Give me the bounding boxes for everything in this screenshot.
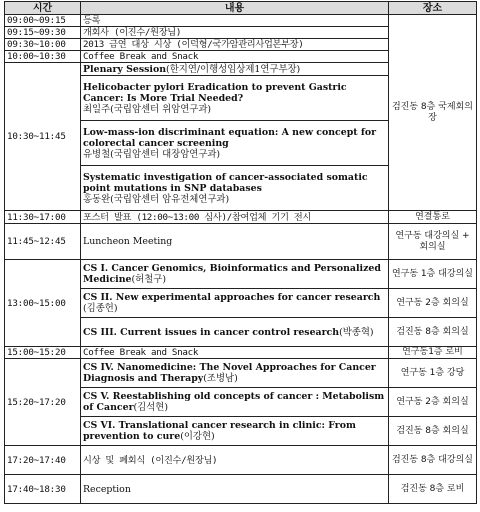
content-cell: 개회사 (이진수/원장님) bbox=[81, 27, 389, 39]
venue-cell: 연구동 대강의실 + 회의실 bbox=[389, 224, 477, 260]
session-cell bbox=[81, 289, 389, 318]
venue-cell: 연구동1층 로비 bbox=[389, 347, 477, 359]
content-cell: 시상 및 폐회식 (이진수/원장님) bbox=[81, 446, 389, 475]
session-chair: (김종헌) bbox=[83, 303, 118, 314]
venue-cell: 연구동 1층 강당 bbox=[389, 359, 477, 388]
venue-cell: 연구동 2층 회의실 bbox=[389, 388, 477, 417]
table-row bbox=[5, 446, 477, 475]
talk-title: Systematic investigation of cancer-associated somatic point mutations in SNP databases bbox=[83, 171, 368, 194]
venue-cell: 연구동 2층 회의실 bbox=[389, 289, 477, 318]
table-row bbox=[5, 15, 477, 27]
session-title: CS V. Reestablishing old concepts of cancer : Metabolism of Cancer bbox=[83, 391, 385, 413]
content-cell: 포스터 발표 (12:00~13:00 심사)/참여업체 기기 전시 bbox=[81, 211, 389, 224]
session-cell bbox=[81, 359, 389, 388]
time-cell: 09:30~10:00 bbox=[5, 39, 81, 51]
session-chair: (이강현) bbox=[180, 431, 215, 442]
session-cell bbox=[81, 417, 389, 446]
venue-cell: 연결통로 bbox=[389, 211, 477, 224]
time-cell: 15:00~15:20 bbox=[5, 347, 81, 359]
time-cell: 17:40~18:30 bbox=[5, 475, 81, 504]
header-content: 내용 bbox=[81, 2, 389, 15]
plenary-session-cell bbox=[81, 63, 389, 76]
content-cell: 2013 금연 대상 시상 (이덕형/국가암관리사업본부장) bbox=[81, 39, 389, 51]
talk-cell bbox=[81, 166, 389, 211]
time-cell: 11:45~12:45 bbox=[5, 224, 81, 260]
venue-cell: 연구동 1층 대강의실 bbox=[389, 260, 477, 289]
talk-title: Helicobacter pylori Eradication to prevent Gastric Cancer: Is More Trial Needed? bbox=[83, 81, 347, 104]
session-chair: (조병남) bbox=[203, 373, 238, 384]
content-cell: Luncheon Meeting bbox=[81, 224, 389, 260]
session-chair: (허철구) bbox=[131, 274, 166, 285]
session-chair: (박종혁) bbox=[339, 326, 374, 338]
content-cell: Reception bbox=[81, 475, 389, 504]
venue-cell: 검진동 8층 회의실 bbox=[389, 417, 477, 446]
talk-cell bbox=[81, 121, 389, 166]
table-row bbox=[5, 359, 477, 388]
session-chair: (김석현) bbox=[133, 402, 168, 413]
venue-cell: 검진동 8층 회의실 bbox=[389, 318, 477, 347]
content-cell: Coffee Break and Snack bbox=[81, 347, 389, 359]
session-title: CS III. Current issues in cancer control research bbox=[83, 326, 340, 338]
table-row bbox=[5, 211, 477, 224]
table-row bbox=[5, 224, 477, 260]
time-cell: 17:20~17:40 bbox=[5, 446, 81, 475]
venue-cell: 검진동 8층 대강의실 bbox=[389, 446, 477, 475]
talk-speaker: 최일주(국립암센터 위암연구과) bbox=[83, 103, 212, 115]
header-time: 시간 bbox=[5, 2, 81, 15]
plenary-session-chair: (한지연/이행성임상제1연구부장) bbox=[166, 63, 301, 75]
table-row bbox=[5, 475, 477, 504]
content-cell: 등록 bbox=[81, 15, 389, 27]
time-cell: 09:00~09:15 bbox=[5, 15, 81, 27]
session-title: CS I. Cancer Genomics, Bioinformatics and Personalized Medicine bbox=[83, 263, 381, 285]
session-title: CS II. New experimental approaches for cancer research bbox=[83, 292, 381, 303]
table-row bbox=[5, 260, 477, 289]
time-cell: 10:30~11:45 bbox=[5, 63, 81, 211]
table-row bbox=[5, 347, 477, 359]
time-cell: 13:00~15:00 bbox=[5, 260, 81, 347]
header-venue: 장소 bbox=[389, 2, 477, 15]
program-schedule-table bbox=[4, 1, 477, 504]
table-header-row bbox=[5, 2, 477, 15]
talk-speaker: 유병철(국립암센터 대장암연구과) bbox=[83, 148, 221, 160]
plenary-session-title: Plenary Session bbox=[83, 63, 167, 75]
session-title: CS IV. Nanomedicine: The Novel Approaches for Cancer Diagnosis and Therapy bbox=[83, 362, 376, 384]
time-cell: 11:30~17:00 bbox=[5, 211, 81, 224]
talk-title: Low-mass-ion discriminant equation: A new concept for colorectal cancer screening bbox=[83, 126, 377, 149]
venue-cell-main-hall: 검진동 8층 국제회의장 bbox=[389, 15, 477, 211]
talk-cell bbox=[81, 76, 389, 121]
session-cell bbox=[81, 318, 389, 347]
session-cell bbox=[81, 260, 389, 289]
time-cell: 15:20~17:20 bbox=[5, 359, 81, 446]
talk-speaker: 홍동완(국립암센터 암유전체연구과) bbox=[83, 193, 230, 205]
time-cell: 10:00~10:30 bbox=[5, 51, 81, 63]
session-title: CS VI. Translational cancer research in clinic: From prevention to cure bbox=[83, 420, 356, 442]
venue-cell: 검진동 8층 로비 bbox=[389, 475, 477, 504]
content-cell: Coffee Break and Snack bbox=[81, 51, 389, 63]
session-cell bbox=[81, 388, 389, 417]
time-cell: 09:15~09:30 bbox=[5, 27, 81, 39]
